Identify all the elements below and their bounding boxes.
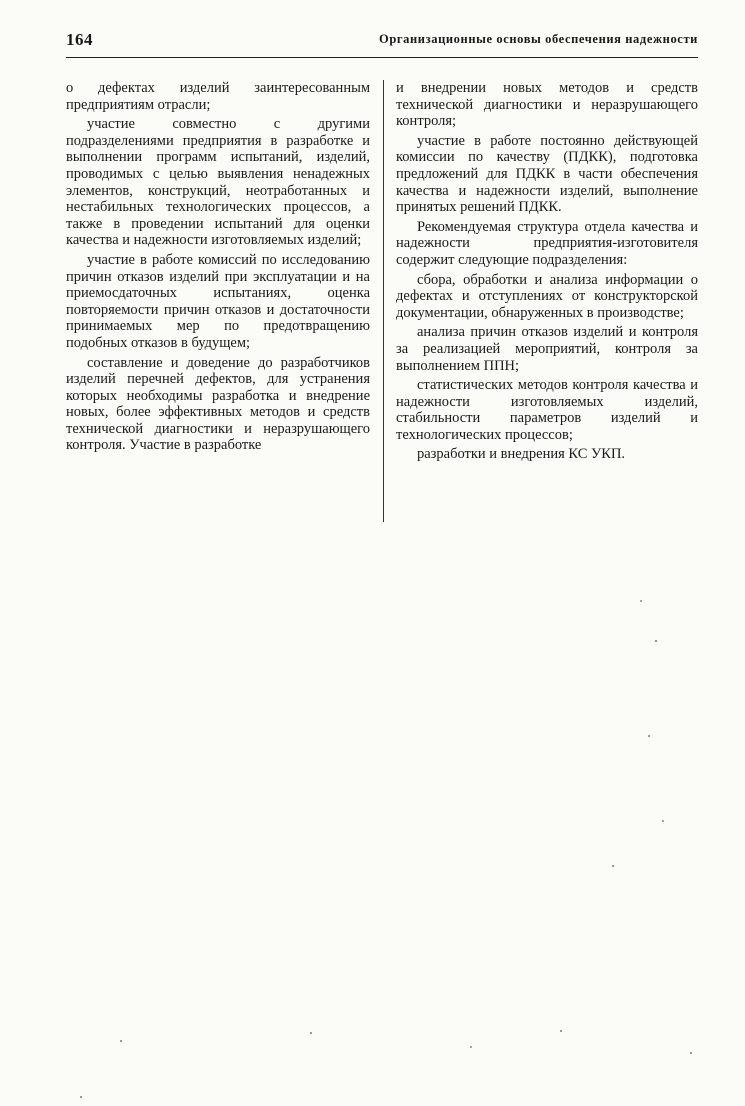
- paragraph: и внедрении новых методов и средств технической диагностики и неразрушающего контроля;: [396, 80, 698, 130]
- paragraph: анализа причин отказов изделий и контроля за реализацией мероприятий, контроля за выполнением ППН;: [396, 324, 698, 374]
- paragraph: сбора, обработки и анализа информации о дефектах и отступлениях от конструкторской документации, обнаруженных в производстве;: [396, 271, 698, 321]
- paragraph: участие в работе комиссий по исследованию причин отказов изделий при эксплуатации и на приемосдаточных испытаниях, оценка повторяемости причин отказов и достаточности принимаемых мер по предотвращению подобных отказов в будущем;: [66, 251, 370, 351]
- paragraph: статистических методов контроля качества и надежности изготовляемых изделий, стабильности параметров изделий и технологических процессов;: [396, 377, 698, 443]
- scan-speck: [655, 640, 657, 642]
- running-title: Организационные основы обеспечения надежности: [379, 32, 698, 46]
- paragraph: участие в работе постоянно действующей комиссии по качеству (ПДКК), подготовка предложений для ПДКК в части обеспечения качества и надежности изделий, выполнение принятых решений ПДКК.: [396, 132, 698, 216]
- scan-speck: [640, 600, 642, 602]
- scan-speck: [120, 1040, 122, 1042]
- right-column: [396, 80, 698, 463]
- paragraph: участие совместно с другими подразделениями предприятия в разработке и выполнении программ испытаний, изделий, проводимых с целью выявления ненадежных элементов, конструкций, неотработанных и нестабильных технологических процессов, а также в проведении испытаний для оценки качества и надежности изготовляемых изделий;: [66, 116, 370, 249]
- scan-speck: [662, 820, 664, 822]
- scan-speck: [648, 735, 650, 737]
- scan-speck: [310, 1032, 312, 1034]
- scan-speck: [80, 1096, 82, 1098]
- page-number: 164: [66, 30, 93, 49]
- scan-speck: [470, 1046, 472, 1048]
- header-rule: [66, 57, 698, 58]
- paragraph: Рекомендуемая структура отдела качества и надежности предприятия-изготовителя содержит следующие подразделения:: [396, 218, 698, 268]
- page-header: [66, 26, 698, 56]
- paragraph: разработки и внедрения КС УКП.: [417, 446, 626, 463]
- column-divider: [383, 80, 384, 522]
- scan-speck: [560, 1030, 562, 1032]
- left-column: [66, 80, 370, 454]
- paragraph: о дефектах изделий заинтересованным предприятиям отрасли;: [66, 80, 370, 113]
- scan-speck: [690, 1052, 692, 1054]
- scan-speck: [612, 865, 614, 867]
- paragraph: составление и доведение до разработчиков изделий перечней дефектов, для устранения которых необходимы разработка и внедрение новых, более эффективных методов и средств технической диагностики и неразрушающего контроля. Участие в разработке: [66, 354, 370, 454]
